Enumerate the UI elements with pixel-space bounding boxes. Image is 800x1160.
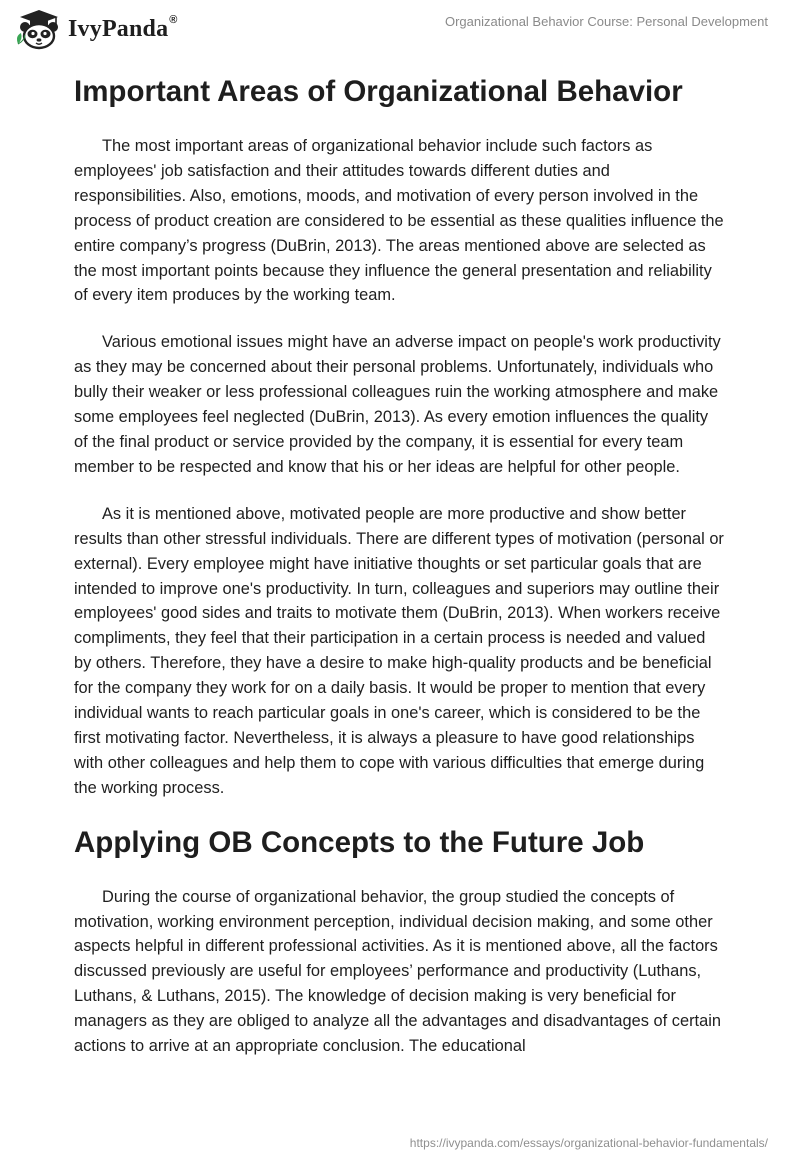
paragraph: The most important areas of organizational behavior include such factors as employees' job satisfaction and their attitudes towards different duties and responsibilities. Also, emotions, moods, and motivation of every person involved in the process of product creation are considered to be essential as these qualities influence the entire company’s progress (DuBrin, 2013). The areas mentioned above are selected as the most important points because they influence the general presentation and reliability of every item produces by the working team. (74, 137, 724, 305)
page-header (0, 0, 800, 60)
logo-registered-mark: ® (169, 14, 178, 26)
document-title: Organizational Behavior Course: Personal Development (444, 14, 768, 29)
section-heading: Applying OB Concepts to the Future Job (74, 825, 645, 859)
logo-wordmark (68, 14, 178, 42)
ivypanda-logo[interactable] (14, 8, 178, 50)
source-url[interactable]: https://ivypanda.com/essays/organizational-behavior-fundamentals/ (409, 1136, 768, 1150)
logo-text: IvyPanda (68, 16, 169, 42)
paragraph: During the course of organizational behavior, the group studied the concepts of motivation, working environment perception, individual decision making, and some other aspects helpful in different professional activities. As it is mentioned above, all the factors discussed previously are useful for employees’ performance and productivity (Luthans, Luthans, & Luthans, 2015). The knowledge of decision making is very beneficial for managers as they are obliged to analyze all the advantages and disadvantages of certain actions to arrive at an appropriate conclusion. The educational (74, 887, 721, 1056)
panda-graduate-icon (14, 8, 64, 50)
paragraph: Various emotional issues might have an adverse impact on people's work productivity as they may be concerned about their personal problems. Unfortunately, individuals who bully their weaker or less professional colleagues ruin the working atmosphere and make some employees feel neglected (DuBrin, 2013). As every emotion influences the quality of the final product or service provided by the company, it is essential for every team member to be respected and know that his or her ideas are helpful for other people. (74, 333, 721, 476)
essay-content (74, 72, 724, 1081)
section-heading: Important Areas of Organizational Behavior (74, 75, 683, 108)
paragraph: As it is mentioned above, motivated people are more productive and show better results than other stressful individuals. There are different types of motivation (personal or external). Every employee might have initiative thoughts or set particular goals that are intended to improve one's productivity. In turn, colleagues and superiors may outline their employees' good sides and traits to motivate them (DuBrin, 2013). When workers receive compliments, they feel that their participation in a certain process is needed and valued by others. Therefore, they have a desire to make high-quality products and be beneficial for the company they work for on a daily basis. It would be proper to mention that every individual wants to reach particular goals in one's career, which is considered to be the first motivating factor. Nevertheless, it is always a pleasure to have good relationships with other colleagues and help them to cope with various difficulties that emerge during the working process. (74, 504, 724, 797)
